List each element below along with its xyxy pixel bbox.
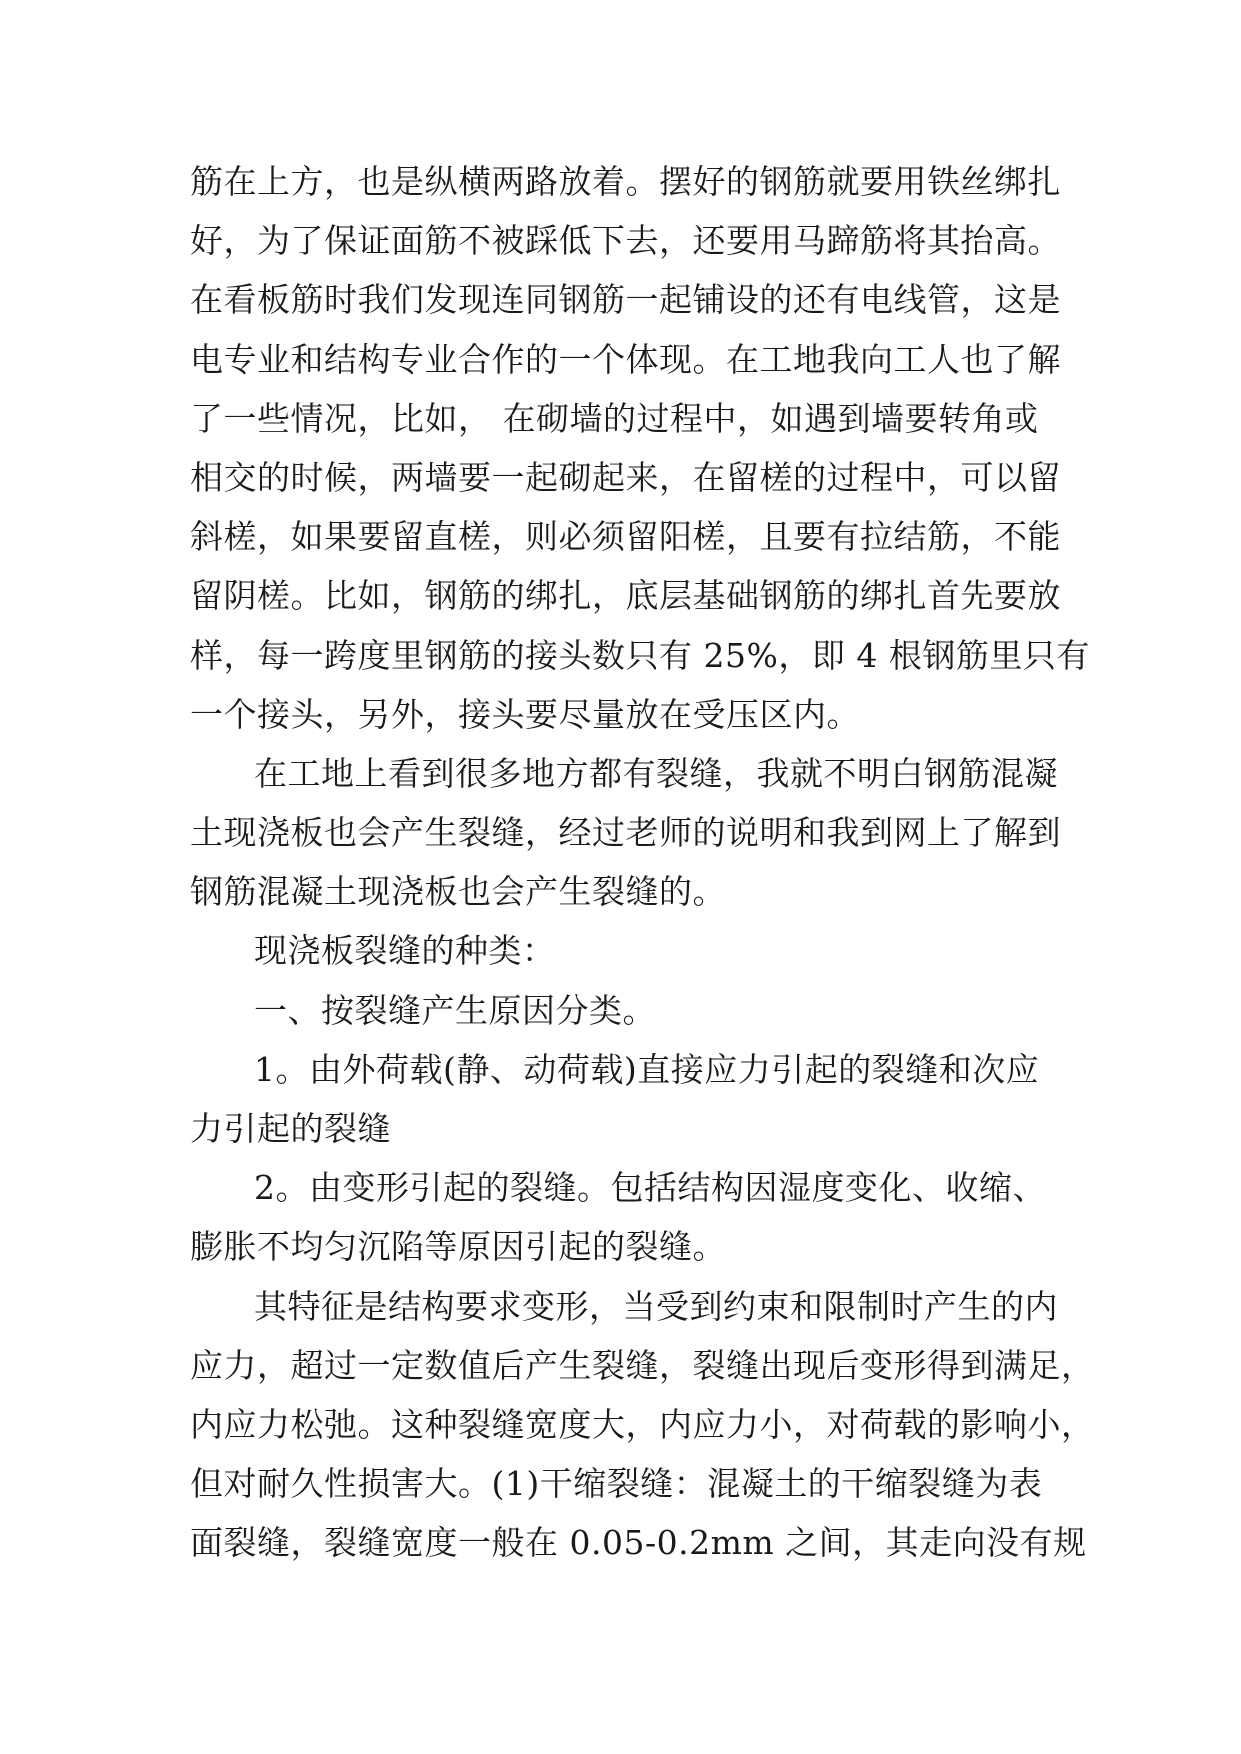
text-line: 筋在上方，也是纵横两路放着。摆好的钢筋就要用铁丝绑扎 — [190, 162, 1061, 201]
text-line: 但对耐久性损害大。(1)干缩裂缝：混凝土的干缩裂缝为表 — [190, 1464, 1043, 1504]
text-line: 留阴槎。比如，钢筋的绑扎，底层基础钢筋的绑扎首先要放 — [190, 576, 1061, 616]
text-line: 膨胀不均匀沉陷等原因引起的裂缝。 — [190, 1227, 726, 1267]
text-line: 好，为了保证面筋不被踩低下去，还要用马蹄筋将其抬高。 — [190, 221, 1061, 261]
text-line: 现浇板裂缝的种类： — [254, 931, 556, 971]
text-line: 在看板筋时我们发现连同钢筋一起铺设的还有电线管，这是 — [190, 280, 1061, 320]
text-line: 1。由外荷载(静、动荷载)直接应力引起的裂缝和次应 — [254, 1049, 1040, 1089]
text-line: 斜槎，如果要留直槎，则必须留阳槎，且要有拉结筋，不能 — [190, 517, 1061, 557]
text-line: 样，每一跨度里钢筋的接头数只有 25%，即 4 根钢筋里只有 — [190, 635, 1090, 675]
text-line: 力引起的裂缝 — [190, 1109, 391, 1148]
text-line: 钢筋混凝土现浇板也会产生裂缝的。 — [190, 872, 726, 912]
text-line: 在工地上看到很多地方都有裂缝，我就不明白钢筋混凝 — [254, 753, 1058, 793]
text-line: 一、按裂缝产生原因分类。 — [254, 990, 656, 1030]
text-line: 面裂缝，裂缝宽度一般在 0.05-0.2mm 之间，其走向没有规 — [190, 1523, 1087, 1563]
text-line: 土现浇板也会产生裂缝，经过老师的说明和我到网上了解到 — [190, 813, 1061, 853]
text-line: 其特征是结构要求变形，当受到约束和限制时产生的内 — [254, 1286, 1058, 1326]
text-line: 了一些情况，比如， 在砌墙的过程中，如遇到墙要转角或 — [190, 398, 1039, 438]
text-line: 应力，超过一定数值后产生裂缝，裂缝出现后变形得到满足， — [190, 1345, 1095, 1385]
text-line: 2。由变形引起的裂缝。包括结构因湿度变化、收缩、 — [254, 1168, 1046, 1208]
text-line: 相交的时候，两墙要一起砌起来，在留槎的过程中，可以留 — [190, 457, 1061, 497]
text-line: 电专业和结构专业合作的一个体现。在工地我向工人也了解 — [190, 339, 1061, 379]
text-line: 一个接头，另外，接头要尽量放在受压区内。 — [190, 694, 860, 734]
text-line: 内应力松弛。这种裂缝宽度大，内应力小，对荷载的影响小， — [190, 1404, 1095, 1444]
body-text — [190, 152, 1095, 1573]
